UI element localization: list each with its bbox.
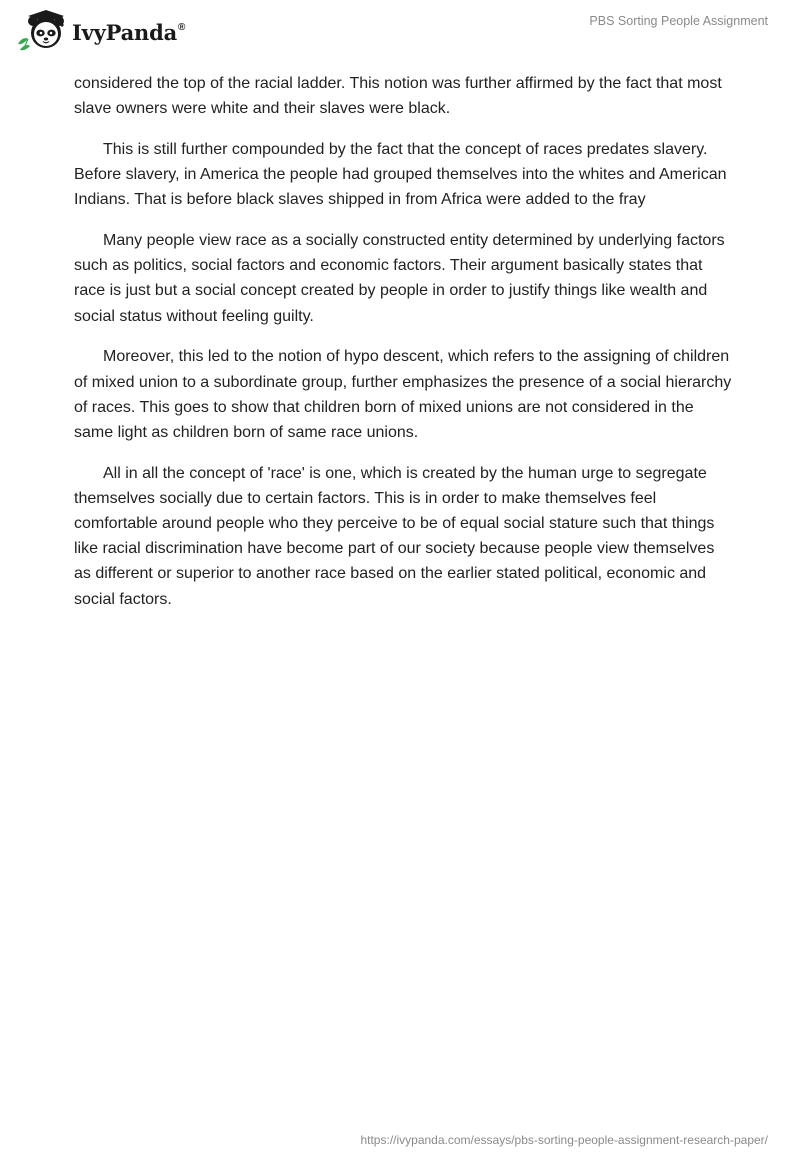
document-title: PBS Sorting People Assignment <box>589 14 768 28</box>
paragraph: Many people view race as a socially constructed entity determined by underlying factors such as politics, social factors and economic factors. Their argument basically states that race is just but a social concept created by people in order to justify things like wealth and social status without feeling guilty. <box>74 232 725 325</box>
brand-name: IvyPanda® <box>72 19 186 45</box>
paragraph: This is still further compounded by the fact that the concept of races predates slavery. Before slavery, in America the people had grouped themselves into the whites and American Indians. That is before black slaves shipped in from Africa were added to the fray <box>74 140 727 209</box>
paragraph-continued: considered the top of the racial ladder. This notion was further affirmed by the fact that most slave owners were white and their slaves were black. <box>74 75 722 118</box>
panda-graduate-icon <box>14 8 70 52</box>
paragraph: Moreover, this led to the notion of hypo descent, which refers to the assigning of children of mixed union to a subordinate group, further emphasizes the presence of a social hierarchy of races. This goes to show that children born of mixed unions are not considered in the same light as children born of same race unions. <box>74 348 732 441</box>
registered-mark: ® <box>178 21 186 33</box>
paragraph: All in all the concept of 'race' is one, which is created by the human urge to segregate themselves socially due to certain factors. This is in order to make themselves feel comfortable around people who they perceive to be of equal social stature such that things like racial discrimination have become part of our society because people view themselves as different or superior to another race based on the earlier stated political, economic and social factors. <box>74 464 715 608</box>
brand-logo[interactable] <box>14 8 185 52</box>
essay-body <box>74 71 734 627</box>
source-url-link[interactable]: https://ivypanda.com/essays/pbs-sorting-people-assignment-research-paper/ <box>360 1133 768 1147</box>
page-header <box>0 0 800 62</box>
